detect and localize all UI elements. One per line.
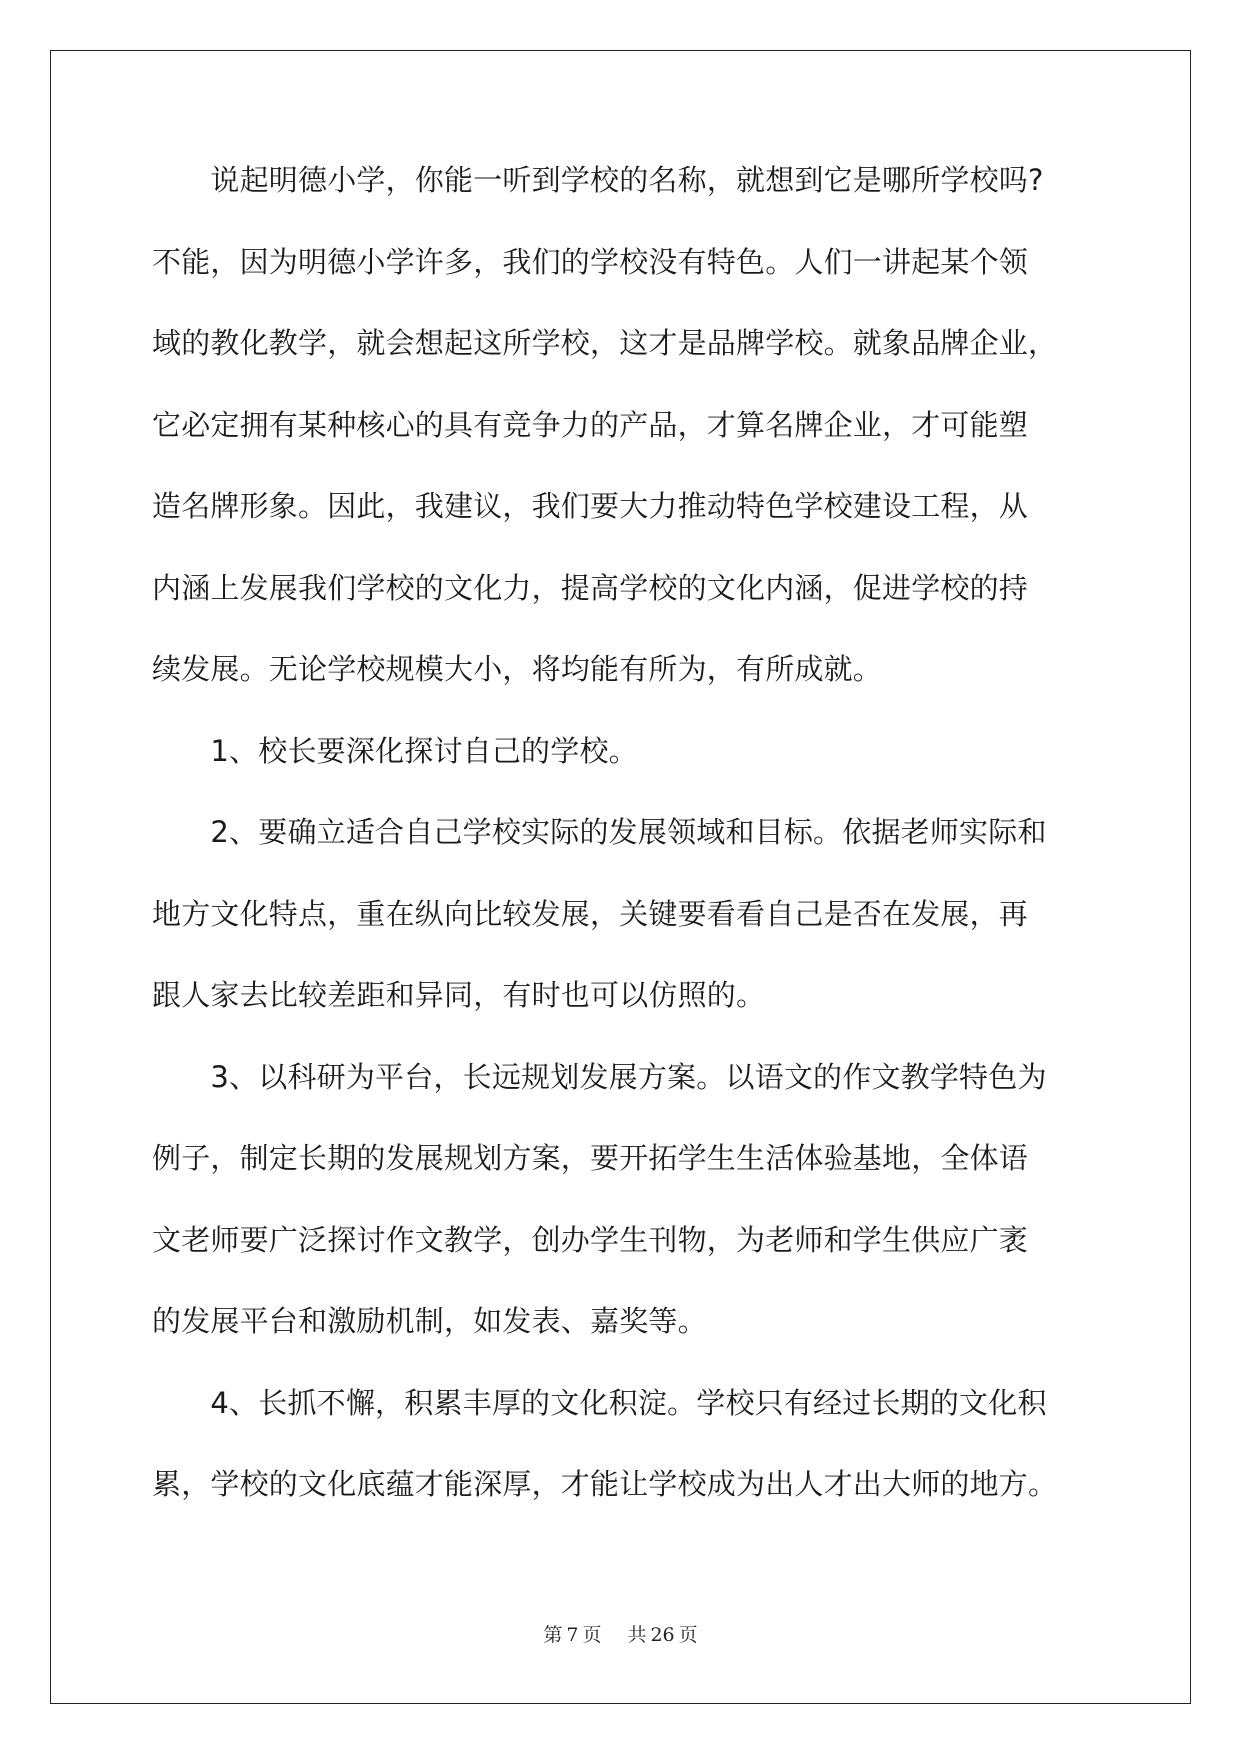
page-number: 7 — [566, 1624, 579, 1646]
page-suffix: 页 — [582, 1624, 602, 1646]
total-prefix: 共 — [627, 1624, 647, 1646]
text-line-5: 造名牌形象。因此，我建议，我们要大力推动特色学校建设工程，从 — [152, 489, 1029, 523]
text-line-14: 文老师要广泛探讨作文教学，创办学生刊物，为老师和学生供应广袤 — [152, 1222, 1029, 1257]
text-line-17: 累，学校的文化底蕴才能深厚，才能让学校成为出人才出大师的地方。 — [152, 1467, 1058, 1501]
text-line-6: 内涵上发展我们学校的文化力，提高学校的文化内涵，促进学校的持 — [152, 570, 1029, 605]
text-line-13: 例子，制定长期的发展规划方案，要开拓学生生活体验基地，全体语 — [152, 1141, 1029, 1175]
text-line-12: 3、以科研为平台，长远规划发展方案。以语文的作文教学特色为 — [152, 1059, 1047, 1094]
total-suffix: 页 — [678, 1624, 698, 1646]
text-line-8: 1、校长要深化探讨自己的学校。 — [152, 733, 638, 768]
page-prefix: 第 — [543, 1624, 563, 1646]
text-line-10: 地方文化特点，重在纵向比较发展，关键要看看自己是否在发展，再 — [152, 896, 1029, 931]
text-line-9: 2、要确立适合自己学校实际的发展领域和目标。依据老师实际和 — [152, 815, 1047, 849]
text-line-16: 4、长抓不懈，积累丰厚的文化积淀。学校只有经过长期的文化积 — [152, 1385, 1047, 1420]
text-line-7: 续发展。无论学校规模大小，将均能有所为，有所成就。 — [152, 652, 883, 686]
text-line-2: 不能，因为明德小学许多，我们的学校没有特色。人们一讲起某个领 — [152, 244, 1029, 279]
text-line-11: 跟人家去比较差距和异同，有时也可以仿照的。 — [152, 978, 766, 1012]
text-line-15: 的发展平台和激励机制，如发表、嘉奖等。 — [152, 1304, 707, 1338]
text-line-1: 说起明德小学，你能一听到学校的名称，就想到它是哪所学校吗? — [152, 163, 1044, 197]
text-line-3: 域的教化教学，就会想起这所学校，这才是品牌学校。就象品牌企业， — [152, 326, 1058, 360]
text-line-4: 它必定拥有某种核心的具有竞争力的产品，才算名牌企业，才可能塑 — [152, 407, 1029, 442]
total-pages: 26 — [650, 1624, 675, 1646]
document-body — [152, 160, 1092, 1546]
page-footer — [0, 1620, 1241, 1647]
